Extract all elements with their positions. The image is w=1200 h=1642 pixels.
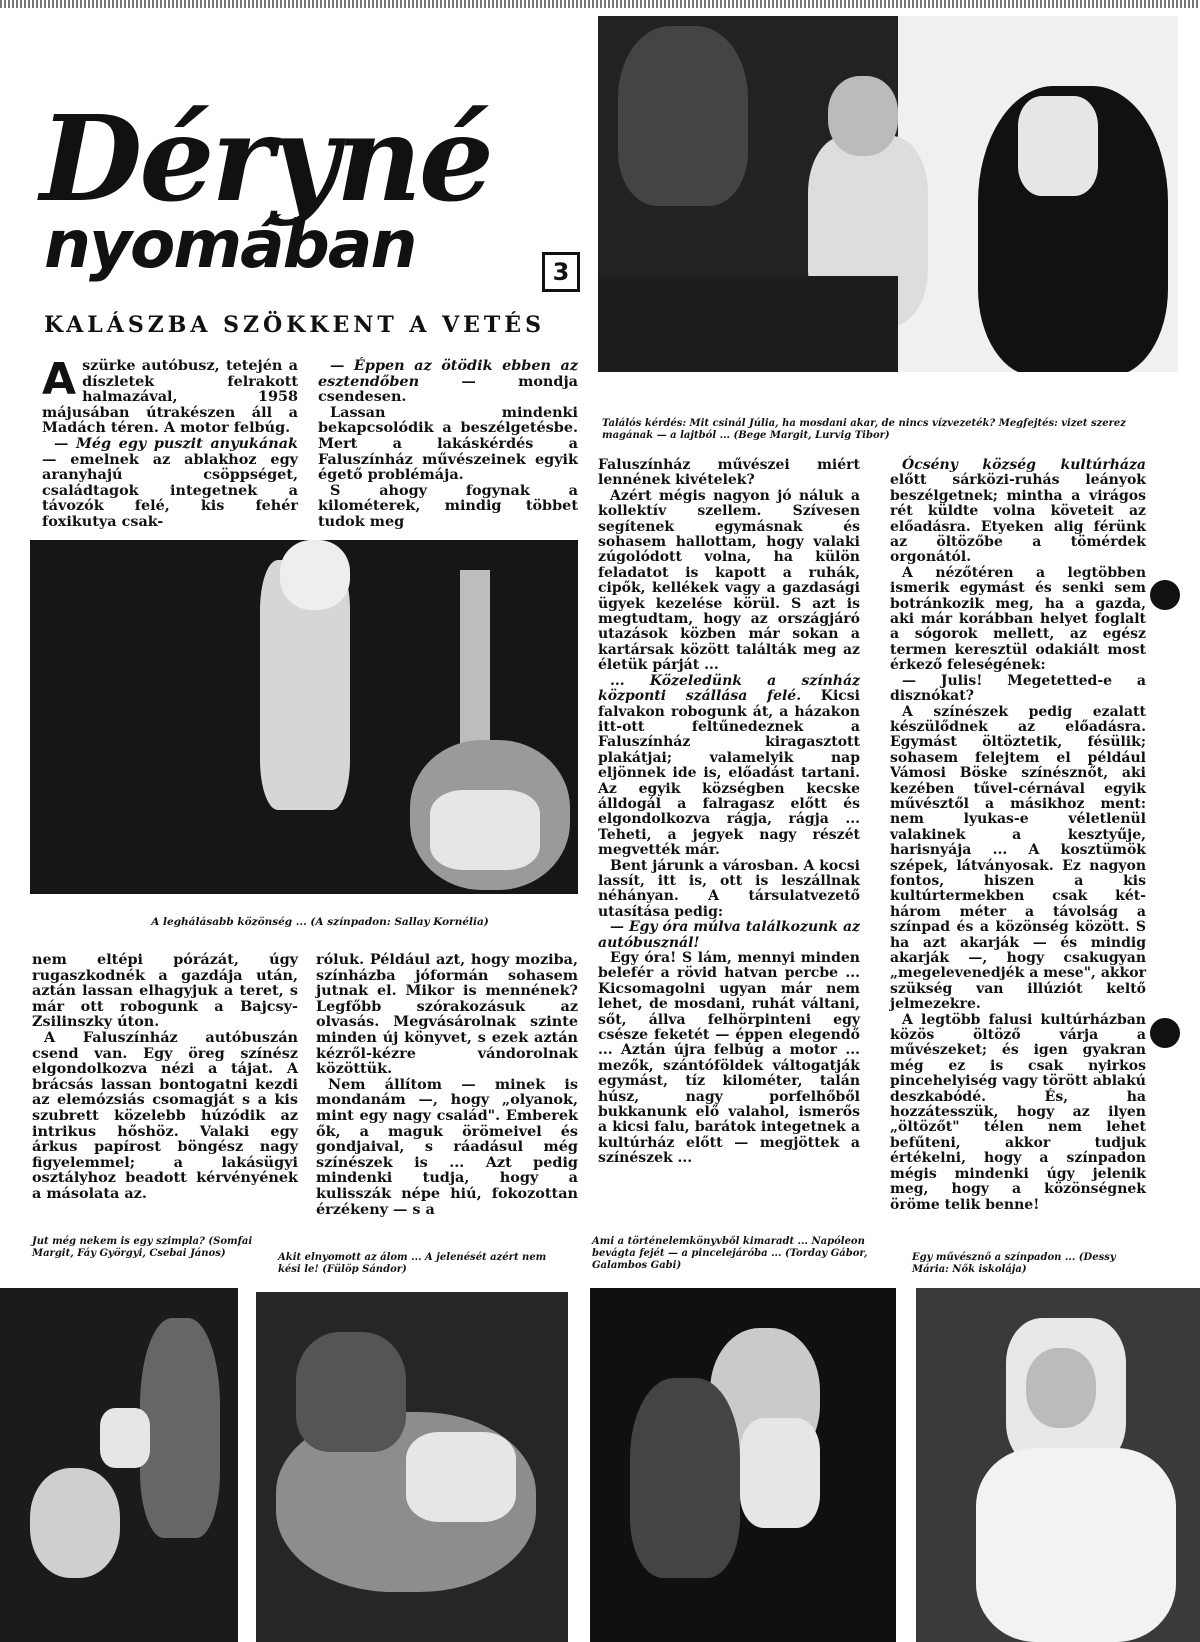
text-col3-p5-em: — Egy óra múlva találkozunk az autóbusznál! bbox=[598, 919, 860, 951]
article-col3 bbox=[598, 458, 860, 1167]
text-col3-p3: Kicsi falvakon robogunk át, a házakon itt-ott feltűnedeznek a Faluszínház kiragasztott plakátjai; valamelyik nap eljönnek ide is, előadást tartani. Az egyik községben kecske álldogál a falragasz előtt és elgondolkozva rágja, rágja ... Teheti, a jegyek nagy részét megvették már. bbox=[598, 688, 860, 859]
headline-nyomaban: nyomában bbox=[44, 206, 416, 283]
text-col4-p1-em: Ócsény község kultúrháza bbox=[902, 457, 1146, 473]
text-col4-p2: A nézőtéren a legtöbben ismerik egymást és senki sem botránkozik meg, ha a gazda, aki már korábban helyet foglalt a sógorok mellett, az egész termen keresztül odakiált most érkező feleségének: bbox=[890, 564, 1146, 674]
text-col1-top-p2-em: — Még egy puszit anyukának bbox=[54, 434, 298, 452]
text-col2-top-p1: — mondja csendesen. bbox=[318, 372, 578, 406]
photo-bottom-2 bbox=[256, 1292, 568, 1642]
text-col4-p5: A legtöbb falusi kultúrházban közös öltöző várja a művészeket; és igen gyakran még ez is csak nyirkos pincehelyiség vagy törött ablakú deszkabódé. És, ha hozzátesszük, hogy az ilyen „öltözőt" télen nem lehet befűteni, akkor tudjuk értékelni, hogy a színpadon mégis mindenki úgy jelenik meg, hogy a közönségnek öröme telik benne! bbox=[890, 1011, 1146, 1213]
text-col2-top-p1-em: — Éppen az ötödik ebben az esztendőben bbox=[318, 357, 578, 390]
article-col1-top bbox=[42, 354, 298, 530]
issue-number-badge: 3 bbox=[542, 252, 580, 292]
photo-top-right bbox=[598, 16, 1178, 372]
caption-bottom-3: Ami a történelemkönyvből kimaradt ... Napóleon bevágta fejét — a pincelejáróba ... (Torday Gábor, Galambos Gabi) bbox=[592, 1236, 868, 1271]
punch-hole-upper bbox=[1150, 580, 1180, 610]
text-col2-bottom-p2: Nem állítom — minek is mondanám —, hogy „olyanok, mint egy nagy család". Emberek ők, a maguk örömeivel és gondjaival, s ráadásul még színészek is ... Azt pedig mindenki tudja, hogy a kulisszák népe hiú, fokozottan érzékeny — s a bbox=[316, 1075, 578, 1218]
text-col1-bottom-p2: A Faluszínház autóbuszán csend van. Egy öreg színész elgondolkozva nézi a tájat. A brácsás lassan bontogatni kezdi az elemózsiás csomagját s a kis szubrett közelebb húzódik az intrikus hőshöz. Valaki egy árkus papírost böngész nagy figyelemmel; a lakásügyi osztályhoz beadott kérvényének a másolata az. bbox=[32, 1028, 298, 1202]
caption-stage-audience: A leghálásabb közönség ... (A színpadon: Sallay Kornélia) bbox=[151, 916, 489, 928]
article-col4 bbox=[890, 458, 1146, 1213]
text-col4-p1: előtt sárközi-ruhás leányok beszélgetnek; mintha a virágos rét küldte volna követeit az előadásra. Etyeken alig férünk az öltözőbe a tömérdek orgonától. bbox=[890, 472, 1146, 566]
article-col1-bottom bbox=[32, 952, 298, 1202]
caption-bottom-1: Jut még nekem is egy szimpla? (Somfai Margit, Fáy Györgyi, Csebai János) bbox=[32, 1236, 253, 1259]
punch-hole-lower bbox=[1150, 1018, 1180, 1048]
text-col2-top-p3: S ahogy fogynak a kilométerek, mindig többet tudok meg bbox=[318, 481, 578, 530]
headline-deryne: Déryné bbox=[40, 89, 492, 228]
dropcap: A bbox=[42, 354, 77, 405]
caption-bottom-2: Akit elnyomott az álom ... A jelenését azért nem kési le! (Fülöp Sándor) bbox=[278, 1252, 547, 1275]
text-col1-top-p1: szürke autóbusz, tetején a díszletek felrakott halmazával, 1958 májusában útrakészen áll a Madách téren. A motor felbúg. bbox=[42, 357, 298, 437]
text-col3-p1: Faluszínház művészei miért lennének kivételek? bbox=[598, 457, 860, 489]
text-col2-bottom-p1: róluk. Például azt, hogy moziba, színházba jóformán sohasem jutnak el. Mikor is mennének? Legfőbb szórakozásuk az olvasás. Megvásárolnak szinte minden új könyvet, s ezek aztán kézről-kézre vándorolnak közöttük. bbox=[316, 951, 578, 1078]
article-col2-top bbox=[318, 358, 578, 530]
text-col3-p3-em: ... Közeledünk a színház központi szállása felé. bbox=[598, 672, 860, 705]
text-col3-p4: Bent járunk a városban. A kocsi lassít, itt is, ott is leszállnak néhányan. A társulatvezető utasítása pedig: bbox=[598, 857, 860, 920]
text-col2-top-p2: Lassan mindenki bekapcsolódik a beszélgetésbe. Mert a lakáskérdés a Faluszínház művészeinek egyik égető problémája. bbox=[318, 403, 578, 484]
photo-stage-audience bbox=[30, 540, 578, 894]
text-col4-p4: A színészek pedig ezalatt készülődnek az előadásra. Egymást öltöztetik, fésülik; sohasem felejtem el például Vámosi Böske színésznőt, aki kezében tűvel-cérnával egyik művésztől a másikhoz ment: nem lyukas-e véletlenül valakinek a kesztyűje, harisnyája ... A kosztümök szépek, látványosak. Ez nagyon fontos, hiszen a kis kultúrtermekben csak két-három méter a távolság a színpad és a közönség között. S ha azt akarják — és mindig akarják —, hogy csakugyan „megelevenedjék a mese", akkor szükség van illúziót keltő jelmezekre. bbox=[890, 703, 1146, 1013]
photo-bottom-3 bbox=[590, 1288, 896, 1642]
text-col1-top-p2: — emelnek az ablakhoz egy aranyhajú csöppséget, családtagok integetnek a távozók felé, kis fehér foxikutya csak- bbox=[42, 450, 298, 530]
photo-bottom-4 bbox=[916, 1288, 1200, 1642]
text-col3-p2: Azért mégis nagyon jó náluk a kollektív szellem. Szívesen segítenek egymásnak és sohasem hallottam, hogy valaki zúgolódott volna, ha külön feladatot is kapott a ruhák, cipők, kellékek vagy a gazdasági ügyek kezelése körül. S azt is megtudtam, hogy az országjáró utazások közben már sokan a kartársak között találták meg az életük párját ... bbox=[598, 487, 860, 674]
article-subtitle: KALÁSZBA SZÖKKENT A VETÉS bbox=[44, 312, 545, 338]
page-edge bbox=[0, 0, 1200, 8]
text-col4-p3: — Julis! Megetetted-e a disznókat? bbox=[890, 672, 1146, 705]
caption-bottom-4: Egy művésznő a színpadon ... (Dessy Mária: Nők iskolája) bbox=[912, 1252, 1116, 1275]
photo-bottom-1 bbox=[0, 1288, 238, 1642]
text-col1-bottom-p1: nem eltépi pórázát, úgy rugaszkodnék a gazdája után, aztán lassan elhagyjuk a teret, s már ott robogunk a Bajcsy-Zsilinszky úton. bbox=[32, 951, 298, 1031]
caption-top-right: Találós kérdés: Mit csinál Júlia, ha mosdani akar, de nincs vízvezeték? Megfejtés: vizet szerez magának — a lajtból ... (Bege Margit, Lurvig Tibor) bbox=[602, 418, 1126, 441]
text-col3-p6: Egy óra! S lám, mennyi minden belefér a rövid hatvan percbe ... Kicsomagolni ugyan már nem lehet, de mosdani, ruhát váltani, sőt, állva felhörpinteni egy csésze feketét — éppen elegendő ... Aztán újra felbúg a motor ... mezők, szántóföldek váltogatják egymást, tíz kilométer, talán húsz, nagy porfelhőből bukkanunk elő valahol, ismerős a kicsi falu, barátok integetnek a kultúrház előtt — megjöttek a színészek ... bbox=[598, 950, 860, 1167]
article-col2-bottom bbox=[316, 952, 578, 1217]
